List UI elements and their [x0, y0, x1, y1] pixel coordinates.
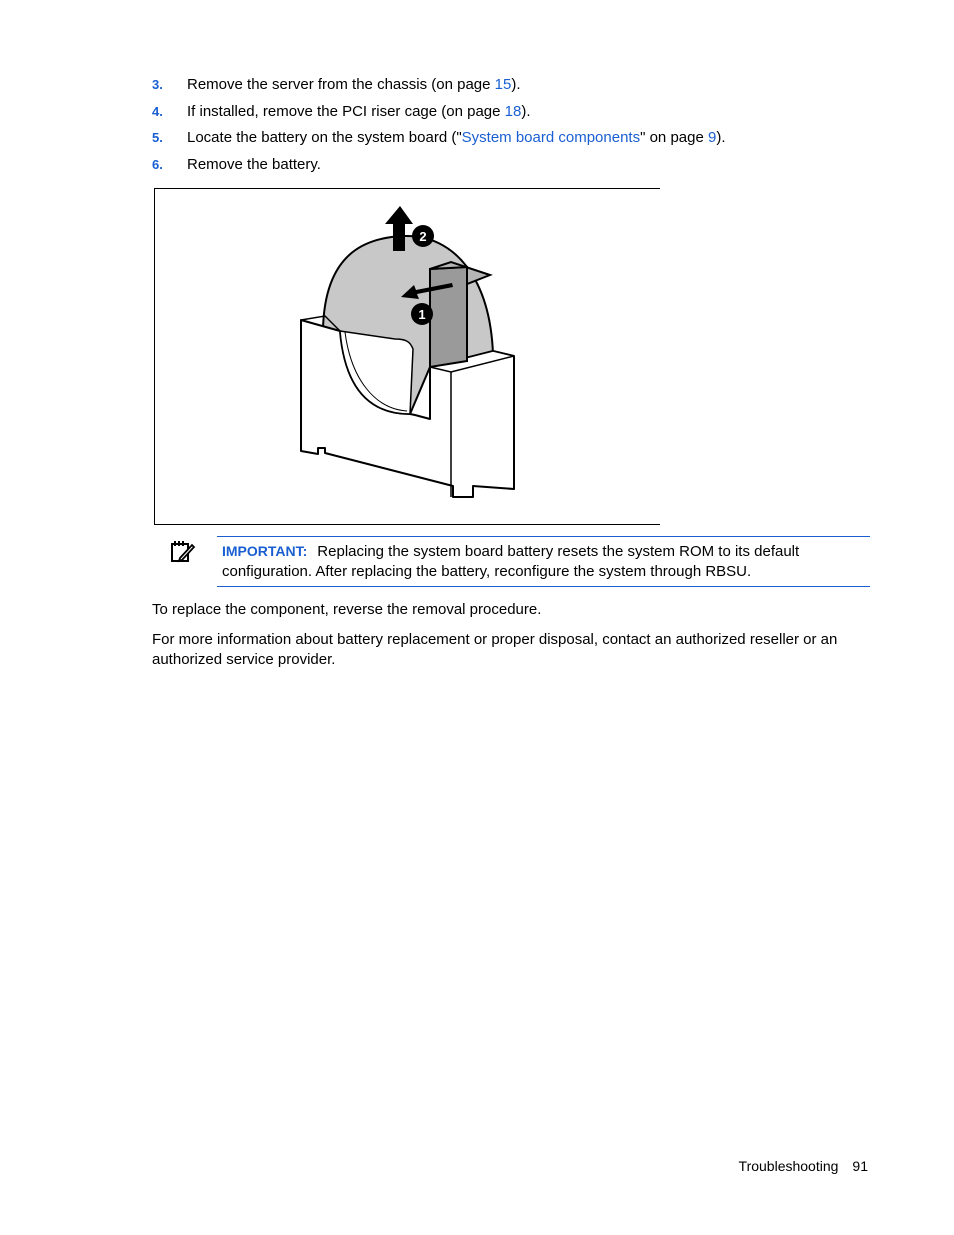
- page-number: 91: [852, 1158, 868, 1174]
- important-text: Replacing the system board battery resets the system ROM to its default configuration. After replacing the battery, reconfigure the system through RBSU.: [222, 543, 800, 580]
- step-6: [152, 155, 321, 175]
- page-link[interactable]: 18: [504, 103, 522, 120]
- step-text-end: ).: [521, 103, 531, 120]
- step-3: [152, 75, 521, 95]
- important-note-icon: [170, 540, 196, 564]
- paragraph-reverse-procedure: To replace the component, reverse the removal procedure.: [152, 601, 542, 618]
- step-text: Remove the server from the chassis (on page: [187, 76, 495, 93]
- page-footer: [739, 1158, 868, 1174]
- step-text: Locate the battery on the system board (": [187, 129, 462, 146]
- step-text: Remove the battery.: [187, 156, 321, 173]
- step-5: [152, 128, 726, 148]
- paragraph-more-info: For more information about battery replacement or proper disposal, contact an authorized reseller or an authorized service provider.: [152, 631, 838, 668]
- battery-illustration: [155, 189, 661, 526]
- step-text-end: ).: [511, 76, 521, 93]
- important-callout: [217, 536, 870, 587]
- page-link[interactable]: 9: [707, 129, 717, 146]
- footer-section: Troubleshooting: [738, 1158, 839, 1174]
- retaining-clip: [430, 267, 467, 367]
- section-link[interactable]: System board components: [461, 129, 641, 146]
- step-text-mid: " on page: [640, 129, 708, 146]
- callout-1: 1: [418, 307, 426, 322]
- step-text-end: ).: [716, 129, 726, 146]
- callout-2: 2: [419, 229, 427, 244]
- battery-removal-figure: [154, 188, 660, 525]
- step-text: If installed, remove the PCI riser cage (on page: [187, 103, 505, 120]
- step-number: 3.: [152, 77, 163, 92]
- step-number: 5.: [152, 130, 163, 145]
- step-4: [152, 102, 531, 122]
- important-body: [222, 541, 862, 582]
- step-number: 6.: [152, 157, 163, 172]
- page-link[interactable]: 15: [494, 76, 512, 93]
- important-label: IMPORTANT:: [222, 543, 308, 559]
- step-number: 4.: [152, 104, 163, 119]
